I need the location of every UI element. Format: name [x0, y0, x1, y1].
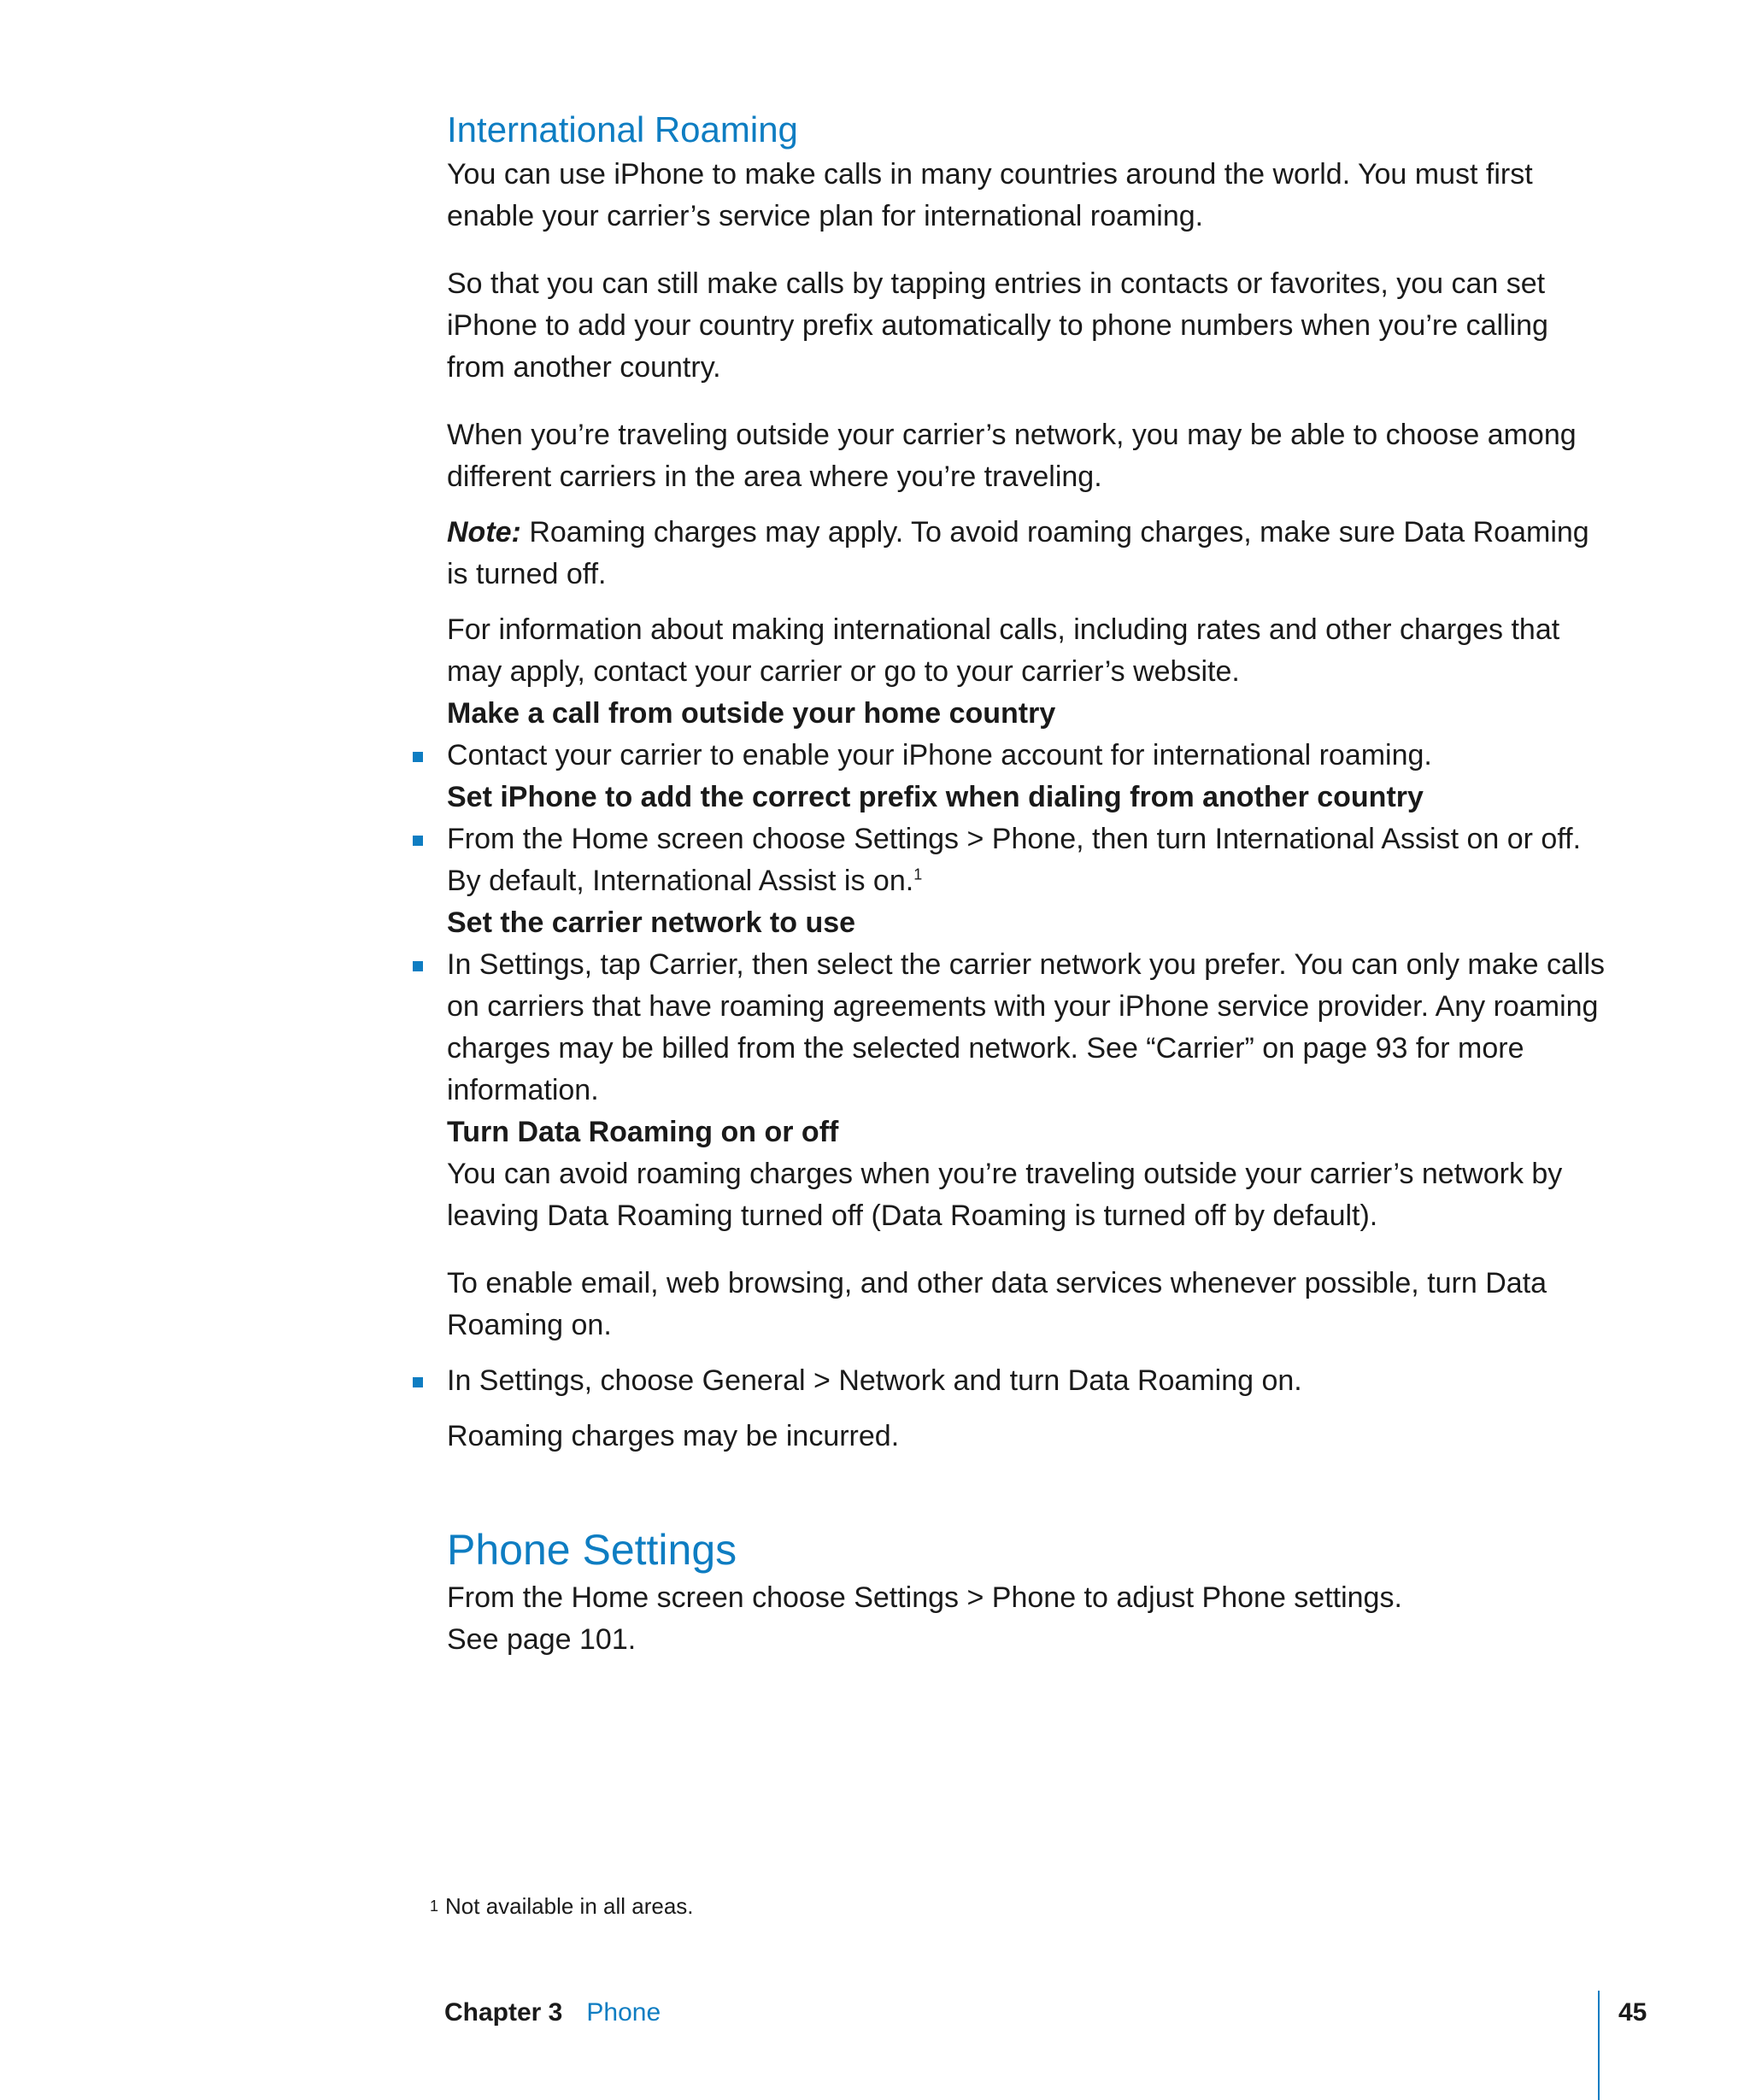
page-content [447, 106, 1609, 1661]
task-heading: Set the carrier network to use [447, 906, 856, 939]
paragraph: So that you can still make calls by tapping entries in contacts or favorites, you can set iPhone to add your country prefix automatically to phone numbers when you’re calling from another country. [447, 267, 1548, 384]
bullet-item [447, 735, 1609, 777]
bullet-square-icon [413, 836, 423, 846]
task-heading: Turn Data Roaming on or off [447, 1116, 839, 1148]
bullet-item [447, 818, 1609, 902]
bullet-text: From the Home screen choose Settings > Phone, then turn International Assist on or off. By default, International Assist is on. [447, 823, 1582, 897]
paragraph: Roaming charges may be incurred. [447, 1420, 900, 1452]
bullet-square-icon [413, 961, 423, 971]
footnote-ref: 1 [913, 865, 923, 883]
bullet-item [447, 944, 1609, 1112]
paragraph: See page 101. [447, 1623, 637, 1656]
bullet-text: In Settings, tap Carrier, then select the carrier network you prefer. You can only make calls on carriers that have roaming agreements with your iPhone service provider. Any roaming charges may be billed from the selected network. See “Carrier” on page 93 for more information. [447, 948, 1606, 1106]
paragraph: You can avoid roaming charges when you’re traveling outside your carrier’s network by leaving Data Roaming turned off (Data Roaming is turned off by default). [447, 1158, 1563, 1232]
task-heading: Set iPhone to add the correct prefix when dialing from another country [447, 781, 1424, 813]
bullet-item [447, 1360, 1609, 1402]
note-label: Note: [447, 516, 521, 548]
note-text: Roaming charges may apply. To avoid roaming charges, make sure Data Roaming is turned off. [447, 516, 1589, 590]
chapter-label: Chapter 3 [444, 1998, 563, 2027]
paragraph: For information about making international calls, including rates and other charges that may apply, contact your carrier or go to your carrier’s website. [447, 613, 1560, 688]
footnote-text: Not available in all areas. [445, 1893, 694, 1919]
section-title-phone-settings: Phone Settings [447, 1526, 737, 1574]
bullet-square-icon [413, 1377, 423, 1387]
footer-divider [1598, 1991, 1600, 2100]
bullet-text: In Settings, choose General > Network and turn Data Roaming on. [447, 1364, 1302, 1397]
page-footer [444, 1996, 661, 2030]
chapter-name: Phone [586, 1998, 661, 2027]
note-paragraph [447, 512, 1609, 595]
task-heading: Make a call from outside your home country [447, 697, 1056, 730]
page-number: 45 [1618, 1998, 1647, 2027]
paragraph: When you’re traveling outside your carrier’s network, you may be able to choose among different carriers in the area where you’re traveling. [447, 419, 1577, 493]
footnote [430, 1892, 694, 1921]
bullet-square-icon [413, 752, 423, 762]
section-title-international-roaming: International Roaming [447, 109, 798, 150]
paragraph: To enable email, web browsing, and other data services whenever possible, turn Data Roaming on. [447, 1267, 1547, 1341]
footnote-mark: 1 [430, 1898, 439, 1915]
paragraph: You can use iPhone to make calls in many countries around the world. You must first enable your carrier’s service plan for international roaming. [447, 158, 1533, 232]
paragraph: From the Home screen choose Settings > Phone to adjust Phone settings. [447, 1581, 1402, 1614]
bullet-text: Contact your carrier to enable your iPhone account for international roaming. [447, 739, 1432, 771]
